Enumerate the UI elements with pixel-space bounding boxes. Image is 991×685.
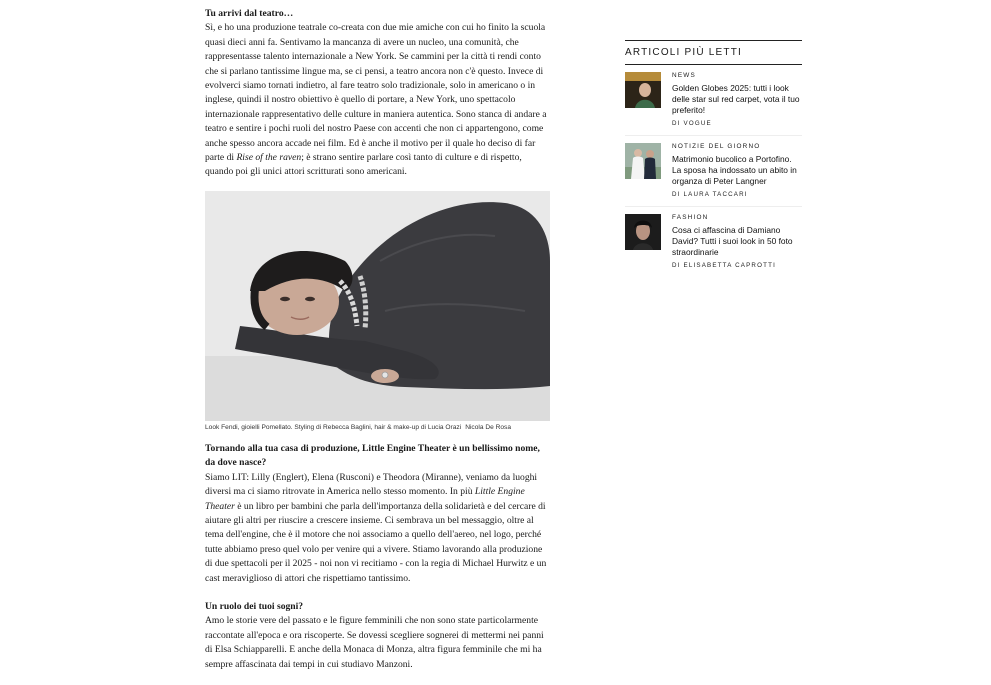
article-thumbnail[interactable] — [625, 214, 661, 250]
answer-text: Sì, e ho una produzione teatrale co-creata con due mie amiche con cui ho finito la scuola quasi dieci anni fa. Sentivamo la mancanza di avere un nucleo, una comunità, che rappresentasse talento internazionale a New York. Se cammini per la città ti rendi conto che si parlano tantissime lingue ma, se ci pensi, a teatro ancora non c'è questo. Invece di evolverci siamo tornati indietro, al fare teatro solo tradizionale, solo in americano o in inglese, quindi il nostro obiettivo è quello di portare, a New York, uno spettacolo internazionale rappresentativo delle culture in maniera autentica. Sono stanca di andare a teatro e sentire i pochi ruoli del nostro Paese con accenti che non ci appartengono, come anche spesso ancora accade nei film. Ed è anche il motivo per il quale ho deciso di far parte di — [205, 22, 547, 164]
item-text — [672, 214, 802, 269]
article-body — [205, 7, 551, 672]
item-text — [672, 143, 802, 198]
interview-question: Tu arrivi dal teatro… — [205, 8, 294, 19]
most-read-item[interactable] — [625, 207, 802, 277]
most-read-item[interactable] — [625, 136, 802, 207]
article-photo[interactable] — [205, 191, 550, 421]
most-read-sidebar — [625, 40, 802, 277]
item-author: DI VOGUE — [672, 120, 712, 127]
wedding-photo-thumbnail — [625, 143, 661, 179]
caption-text: Look Fendi, gioielli Pomellato. Styling di Rebecca Baglini, hair & make-up di Lucia Orazi — [205, 423, 462, 431]
item-headline[interactable]: Cosa ci affascina di Damiano David? Tutti i suoi look in 50 foto straordinarie — [672, 225, 793, 257]
magazine-cover-thumbnail — [625, 72, 661, 108]
interview-answer: Amo le storie vere del passato e le figure femminili che non sono state particolarmente raccontate all'epoca e ora riscoperte. Se dovessi scegliere sognerei di mettermi nei panni di Elsa Schiapparelli. E anche della Monaca di Monza, altra figura femminile che mi ha sempre affascinata dai tempi in cui studiavo Manzoni. — [205, 615, 544, 670]
interview-question: Un ruolo dei tuoi sogni? — [205, 600, 304, 612]
item-author: DI ELISABETTA CAPROTTI — [672, 262, 776, 269]
answer-italic-title: Little Engine Theater — [205, 486, 525, 512]
interview-question: Tornando alla tua casa di produzione, Little Engine Theater è un bellissimo nome, da dove nasce? — [205, 442, 540, 469]
item-category[interactable]: NEWS — [672, 72, 696, 79]
answer-text: ; è strano sentire parlare così tanto di culture e di rispetto, quando poi gli unici attori scritturati sono americani. — [205, 152, 522, 178]
item-category[interactable]: FASHION — [672, 214, 709, 221]
article-thumbnail[interactable] — [625, 72, 661, 108]
item-headline[interactable]: Matrimonio bucolico a Portofino. La sposa ha indossato un abito in organza di Peter Langner — [672, 154, 797, 186]
item-category[interactable]: NOTIZIE DEL GIORNO — [672, 143, 761, 150]
answer-text: Siamo LIT: Lilly (Englert), Elena (Rusconi) e Theodora (Miranne), veniamo da luoghi diversi ma ci siamo ritrovate in America nello stesso momento. In più — [205, 471, 538, 498]
photo-credit: Nicola De Rosa — [465, 423, 511, 431]
portrait-photo-illustration — [205, 191, 550, 421]
sidebar-title: ARTICOLI PIÙ LETTI — [625, 41, 802, 65]
item-headline[interactable]: Golden Globes 2025: tutti i look delle star sul red carpet, vota il tuo preferito! — [672, 83, 800, 115]
interview-answer — [205, 471, 551, 586]
interview-answer — [205, 21, 551, 179]
photo-caption — [205, 423, 551, 432]
most-read-item[interactable] — [625, 65, 802, 136]
answer-text: è un libro per bambini che parla dell'importanza della solidarietà e del cercare di aiutare gli altri per riuscire a crescere insieme. Ci sembrava un bel messaggio, oltre al tema dell'engine, che è il motore che noi associamo a quello dell'aereo, nel logo, perché tutte abbiamo preso quel volo per venire qui a vivere. Stiamo lavorando alla produzione di due spettacoli per il 2025 - noi non vi recitiamo - con la regia di Michael Hurwitz e un cast meraviglioso di attori che rispettiamo tantissimo. — [205, 500, 547, 584]
article-thumbnail[interactable] — [625, 143, 661, 179]
answer-italic-title: Rise of the raven — [236, 152, 302, 164]
portrait-thumbnail — [625, 214, 661, 250]
item-author: DI LAURA TACCARI — [672, 191, 748, 198]
item-text — [672, 72, 802, 127]
